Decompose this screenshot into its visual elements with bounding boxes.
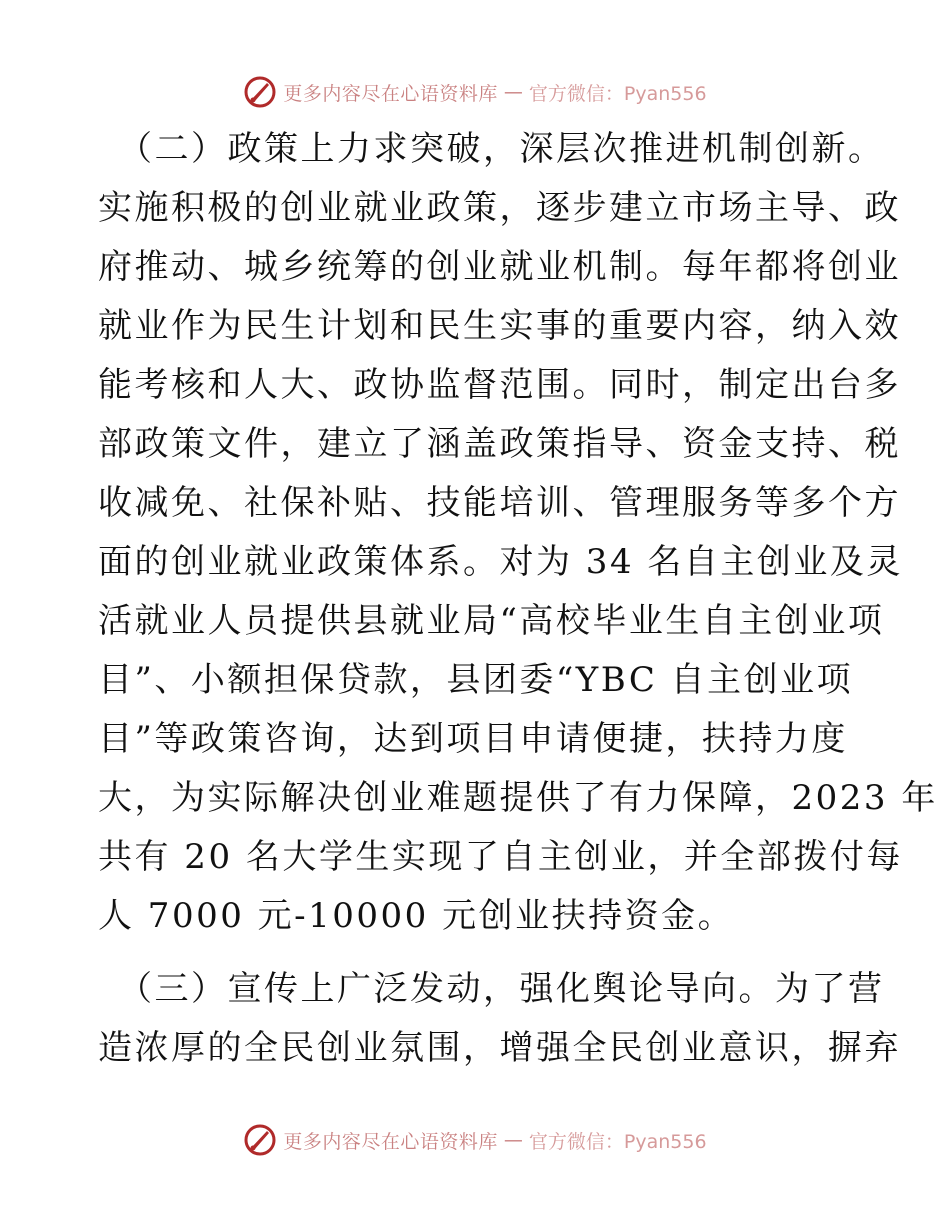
paragraph-line: 府推动、城乡统筹的创业就业机制。每年都将创业	[98, 247, 901, 287]
watermark-main-text: 更多内容尽在心语资料库	[283, 1130, 498, 1153]
paragraph-gap	[98, 946, 858, 960]
paragraph-publicity	[98, 960, 901, 1078]
paragraph-line: 能考核和人大、政协监督范围。同时，制定出台多	[98, 365, 901, 405]
watermark-dash: —	[503, 81, 523, 103]
paragraph-line: 活就业人员提供县就业局“高校毕业生自主创业项	[98, 601, 885, 641]
watermark-main-text: 更多内容尽在心语资料库	[283, 82, 498, 105]
document-body	[98, 120, 938, 1078]
watermark-wechat-id: 官方微信：Pyan556	[528, 82, 707, 105]
watermark-dash: —	[503, 1129, 523, 1151]
paragraph-line: 大，为实际解决创业难题提供了有力保障，2023 年	[98, 778, 938, 818]
paragraph-line: 共有 20 名大学生实现了自主创业，并全部拨付每	[98, 837, 903, 877]
paragraph-line: 就业作为民生计划和民生实事的重要内容，纳入效	[98, 306, 901, 346]
watermark-header	[0, 72, 950, 112]
watermark-wechat-id: 官方微信：Pyan556	[528, 1130, 707, 1153]
quill-logo-icon	[243, 75, 277, 109]
paragraph-line: 目”等政策咨询，达到项目申请便捷，扶持力度	[98, 719, 848, 759]
paragraph-policy	[98, 120, 938, 946]
watermark-footer	[0, 1120, 950, 1160]
paragraph-line: 目”、小额担保贷款，县团委“YBC 自主创业项	[98, 660, 854, 700]
quill-logo-icon	[243, 1123, 277, 1157]
paragraph-line: （三）宣传上广泛发动，强化舆论导向。为了营	[118, 969, 885, 1009]
paragraph-line: 收减免、社保补贴、技能培训、管理服务等多个方	[98, 483, 901, 523]
paragraph-line: 面的创业就业政策体系。对为 34 名自主创业及灵	[98, 542, 903, 582]
paragraph-line: （二）政策上力求突破，深层次推进机制创新。	[118, 129, 885, 169]
paragraph-line: 造浓厚的全民创业氛围，增强全民创业意识，摒弃	[98, 1028, 901, 1068]
paragraph-line: 人 7000 元-10000 元创业扶持资金。	[98, 896, 735, 936]
paragraph-line: 实施积极的创业就业政策，逐步建立市场主导、政	[98, 188, 901, 228]
paragraph-line: 部政策文件，建立了涵盖政策指导、资金支持、税	[98, 424, 901, 464]
